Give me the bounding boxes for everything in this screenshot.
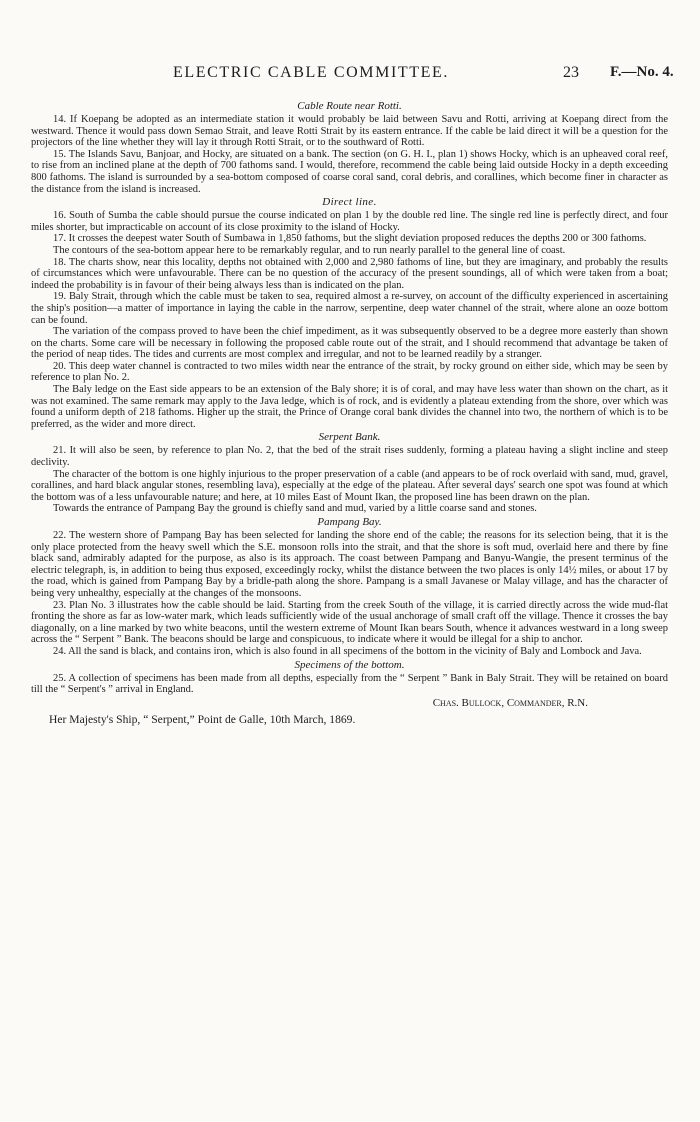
dateline: Her Majesty's Ship, “ Serpent,” Point de Galle, 10th March, 1869.	[49, 712, 356, 726]
paragraph-23: 23. Plan No. 3 illustrates how the cable should be laid. Starting from the creek South of the village, it is carried directly across the wide mud-flat fronting the shore as far as low-water mark, which leads sufficiently wide of the usual anchorage of small craft off the village. Thence it crosses the bay diagonally, on a line marked by two white beacons, until the western extreme of Mount Ikan bears South, whence it advances westward in a long sweep across the “ Serpent ” Bank. The beacons should be large and conspicuous, to indicate where it would be illegal for a ship to anchor.	[31, 599, 668, 646]
page-number: 23	[563, 64, 579, 81]
paragraph-17-contours: The contours of the sea-bottom appear here to be remarkably regular, and to run nearly parallel to the general line of coast.	[53, 244, 566, 256]
paragraph-19: 19. Baly Strait, through which the cable must be taken to sea, required almost a re-survey, on account of the difficulty experienced in ascertaining the ship's position—a matter of importance in laying the cable in the narrow, serpentine, deep water channel of the strait, where alone an ooze bottom can be found.	[31, 291, 668, 326]
paragraph-18: 18. The charts show, near this locality, depths not obtained with 2,000 and 2,980 fathoms of line, but they are imaginary, and probably the results of circumstances which were unfavourable. There can be no question of the accuracy of the present soundings, all of which were taken from a boat; indeed the probability is in favour of their being always less than is indicated on the plan.	[31, 256, 668, 291]
section-heading-direct-line: Direct line.	[322, 196, 377, 209]
paragraph-20: 20. This deep water channel is contracted to two miles width near the entrance of the strait, by rocky ground on either side, which may be seen by reference to plan No. 2.	[31, 360, 668, 384]
paragraph-17: 17. It crosses the deepest water South of Sumbawa in 1,850 fathoms, but the slight deviation proposed reduces the depths 200 or 300 fathoms.	[53, 233, 647, 245]
paragraph-20-baly-ledge: The Baly ledge on the East side appears to be an extension of the Baly shore; it is of coral, and may have less water than shown on the chart, as it was not examined. The same remark may apply to the Java ledge, which is of rock, and is evidently a plateau extending from the shore, over which was found a uniform depth of 218 fathoms. Higher up the strait, the Prince of Orange coral bank divides the channel into two, the northern of which is to be preferred, as the wider and more direct.	[31, 384, 668, 430]
section-heading-cable-route: Cable Route near Rotti.	[297, 100, 402, 112]
signature: Chas. Bullock, Commander, R.N.	[432, 696, 588, 709]
section-heading-specimens: Specimens of the bottom.	[294, 658, 405, 671]
paragraph-15: 15. The Islands Savu, Banjoar, and Hocky, are situated on a bank. The section (on G. H. I., plan 1) shows Hocky, which is an upheaved coral reef, to rise from an inclined plane at the depth of 700 fathoms sand. I would, therefore, recommend the cable being laid outside Hocky in a depth exceeding 800 fathoms. The island is surrounded by a sea-bottom composed of coarse coral sand, coral debris, and corallines, which become finer in character as the distance from the island is increased.	[31, 148, 668, 195]
section-heading-serpent-bank: Serpent Bank.	[318, 431, 381, 444]
paragraph-21-bottom: The character of the bottom is one highly injurious to the proper preservation of a cable (and appears to be of rock overlaid with sand, mud, gravel, corallines, and hard black angular stones, resembling lava), especially at the edge of the plateau. After several days' search one spot was found at which the bottom was of a less unfavourable nature; and here, at 10 miles East of Mount Ikan, the proposed line has been drawn on the plan.	[31, 468, 668, 503]
page-header-title: ELECTRIC CABLE COMMITTEE.	[173, 64, 449, 81]
paragraph-22: 22. The western shore of Pampang Bay has been selected for landing the shore end of the cable; the reasons for its selection being, that it is the only place protected from the heavy swell which the S.E. monsoon rolls into the strait, and that the shore is soft mud, overlaid here and there by fine black sand, admirably adapted for the purpose, as also is its approach. The coast between Pampang and Banyu-Wangie, the present terminus of the electric telegraph, is, in addition to being thus exposed, exceedingly rocky, whilst the distance between the two places is only 14½ miles, or about 17 by the road, which is gained from Pampang Bay by a bridle-path along the shore. Pampang is a small Javanese or Malay village, and has the character of being very unhealthy, especially at the changes of the monsoons.	[31, 530, 668, 599]
report-body	[31, 99, 668, 726]
running-head	[0, 64, 700, 86]
paragraph-24: 24. All the sand is black, and contains iron, which is also found in all specimens of the bottom in the vicinity of Baly and Lombock and Java.	[53, 645, 642, 657]
paragraph-19-variation: The variation of the compass proved to have been the chief impediment, as it was subsequently observed to be a degree more easterly than shown on the charts. Some care will be necessary in following the proposed cable route out of the strait, and I should recommend that advantage be taken of the period of neap tides. The tides and currents are most complex and irregular, and not to be learned readily by a stranger.	[31, 326, 668, 361]
document-reference: F.—No. 4.	[610, 64, 674, 80]
paragraph-16: 16. South of Sumba the cable should pursue the course indicated on plan 1 by the double red line. The single red line is perfectly direct, and four miles shorter, but impracticable on account of its close proximity to the island of Hocky.	[31, 210, 668, 233]
paragraph-25: 25. A collection of specimens has been made from all depths, especially from the “ Serpent ” Bank in Baly Strait. They will be retained on board till the “ Serpent's ” arrival in England.	[31, 672, 668, 696]
section-heading-pampang-bay: Pampang Bay.	[317, 516, 382, 528]
paragraph-21-pampang-entrance: Towards the entrance of Pampang Bay the ground is chiefly sand and mud, varied by a little coarse sand and stones.	[53, 503, 537, 515]
paragraph-21: 21. It will also be seen, by reference to plan No. 2, that the bed of the strait rises suddenly, forming a plateau having a slight incline and steep declivity.	[31, 445, 668, 469]
paragraph-14: 14. If Koepang be adopted as an intermediate station it would probably be laid between Savu and Rotti, arriving at Koepang direct from the westward. Thence it would pass down Semao Strait, and leave Rotti Strait by its eastern entrance. If the cable be laid direct it will be a question for the projectors of the line whether they will lay it through Rotti Strait, or to the southward of Rotti.	[31, 114, 668, 149]
